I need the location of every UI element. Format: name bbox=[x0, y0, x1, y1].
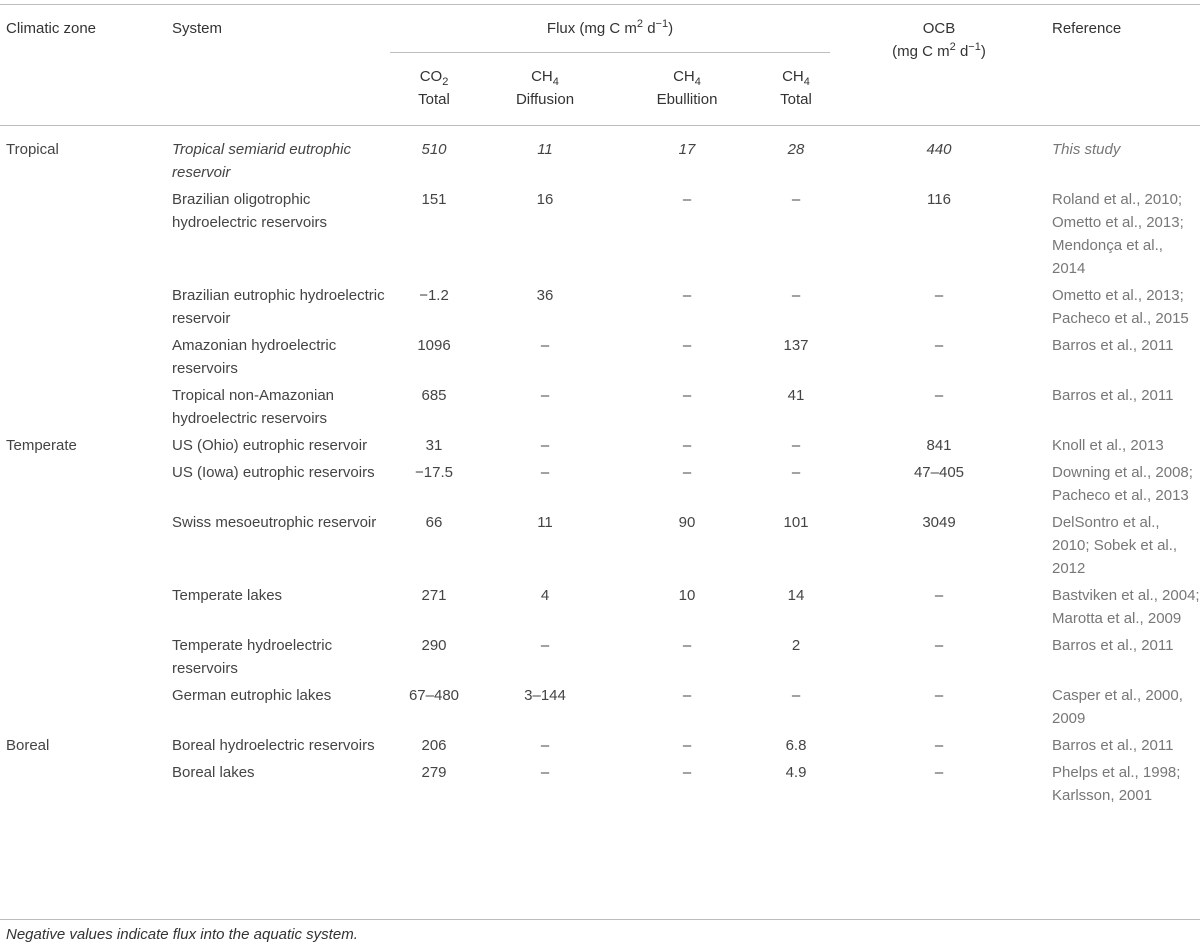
cell-ch4-total: – bbox=[791, 191, 801, 208]
header-flux-group-sup2: −1 bbox=[655, 18, 669, 30]
header-ch4-b-sub: 4 bbox=[694, 76, 701, 88]
cell-reference: Bastviken et al., 2004; Marotta et al., 2009 bbox=[1052, 587, 1200, 627]
table-row bbox=[0, 332, 1200, 382]
cell-ocb: 841 bbox=[926, 437, 952, 454]
cell-co2-total: 510 bbox=[421, 141, 447, 158]
header-ch4-c-label: Total bbox=[780, 91, 812, 108]
cell-reference: Barros et al., 2011 bbox=[1052, 637, 1174, 654]
cell-co2-total: 271 bbox=[421, 587, 447, 604]
cell-ch4-diffusion: 11 bbox=[537, 141, 553, 158]
cell-co2-total: 290 bbox=[421, 637, 447, 654]
cell-system: US (Ohio) eutrophic reservoir bbox=[172, 437, 368, 454]
cell-ch4-total: 137 bbox=[783, 337, 809, 354]
cell-reference: DelSontro et al., 2010; Sobek et al., 2012 bbox=[1052, 514, 1178, 577]
cell-reference: Roland et al., 2010; Ometto et al., 2013; Mendonça et al., 2014 bbox=[1052, 191, 1184, 277]
table-row bbox=[0, 509, 1200, 582]
header-co2-label: Total bbox=[418, 91, 450, 108]
cell-system: German eutrophic lakes bbox=[172, 687, 332, 704]
cell-co2-total: −1.2 bbox=[419, 287, 449, 304]
header-flux-group-close: ) bbox=[668, 20, 674, 37]
header-ch4-a-sub: 4 bbox=[552, 76, 559, 88]
cell-climatic-zone bbox=[0, 459, 172, 509]
cell-reference: Phelps et al., 1998; Karlsson, 2001 bbox=[1052, 764, 1181, 804]
cell-climatic-zone: Boreal bbox=[6, 737, 50, 754]
header-ocb-line2 bbox=[830, 40, 1048, 63]
header-climatic-zone: Climatic zone bbox=[6, 20, 97, 37]
header-ch4-b-label: Ebullition bbox=[656, 91, 718, 108]
cell-ch4-total: 28 bbox=[787, 141, 805, 158]
cell-system: Swiss mesoeutrophic reservoir bbox=[172, 514, 377, 531]
cell-ch4-diffusion: 4 bbox=[540, 587, 550, 604]
cell-ch4-diffusion: – bbox=[540, 387, 550, 404]
header-ocb-mid: d bbox=[955, 43, 969, 60]
cell-ch4-ebullition: 17 bbox=[678, 141, 696, 158]
table-row bbox=[0, 759, 1200, 809]
cell-ch4-ebullition: 90 bbox=[678, 514, 696, 531]
header-ch4-ebullition bbox=[612, 53, 762, 126]
cell-climatic-zone bbox=[0, 682, 172, 732]
cell-ch4-diffusion: – bbox=[540, 337, 550, 354]
footnote: Negative values indicate flux into the aquatic system. bbox=[6, 926, 358, 943]
cell-co2-total: 151 bbox=[421, 191, 447, 208]
cell-climatic-zone bbox=[0, 382, 172, 432]
cell-ocb: – bbox=[934, 737, 944, 754]
cell-ch4-ebullition: – bbox=[682, 437, 692, 454]
cell-reference: Ometto et al., 2013; Pacheco et al., 2015 bbox=[1052, 287, 1189, 327]
header-ocb-sup2: −1 bbox=[968, 41, 981, 53]
cell-ch4-diffusion: – bbox=[540, 737, 550, 754]
cell-climatic-zone: Tropical bbox=[6, 141, 59, 158]
table-row bbox=[0, 126, 1200, 187]
cell-climatic-zone bbox=[0, 332, 172, 382]
cell-system: Temperate lakes bbox=[172, 587, 283, 604]
cell-ch4-ebullition: – bbox=[682, 191, 692, 208]
cell-ocb: – bbox=[934, 337, 944, 354]
cell-ch4-ebullition: – bbox=[682, 764, 692, 781]
cell-ch4-diffusion: 36 bbox=[536, 287, 554, 304]
cell-ch4-ebullition: – bbox=[682, 387, 692, 404]
cell-reference: Knoll et al., 2013 bbox=[1052, 437, 1164, 454]
cell-ocb: – bbox=[934, 387, 944, 404]
cell-ocb: – bbox=[934, 764, 944, 781]
cell-system: Tropical semiarid eutrophic reservoir bbox=[172, 141, 351, 181]
table-row bbox=[0, 282, 1200, 332]
cell-ch4-total: 41 bbox=[787, 387, 805, 404]
cell-co2-total: 67–480 bbox=[408, 687, 460, 704]
cell-ch4-diffusion: – bbox=[540, 437, 550, 454]
flux-table bbox=[0, 4, 1200, 809]
cell-system: Brazilian oligotrophic hydroelectric reservoirs bbox=[172, 191, 328, 231]
header-ch4-a: CH bbox=[531, 68, 553, 85]
cell-ocb: 116 bbox=[927, 191, 951, 208]
cell-ch4-total: – bbox=[791, 687, 801, 704]
header-ocb bbox=[830, 5, 1048, 126]
header-reference: Reference bbox=[1052, 20, 1122, 37]
cell-ch4-diffusion: – bbox=[540, 637, 550, 654]
cell-ocb: – bbox=[934, 687, 944, 704]
cell-ch4-total: 101 bbox=[783, 514, 809, 531]
table-row bbox=[0, 732, 1200, 759]
header-co2-total bbox=[390, 53, 478, 126]
cell-reference: This study bbox=[1052, 141, 1121, 158]
cell-system: Amazonian hydroelectric reservoirs bbox=[172, 337, 337, 377]
cell-ch4-ebullition: – bbox=[682, 464, 692, 481]
cell-ch4-ebullition: – bbox=[682, 337, 692, 354]
cell-ch4-diffusion: – bbox=[540, 464, 550, 481]
cell-climatic-zone bbox=[0, 632, 172, 682]
header-flux-group-tail: d bbox=[643, 20, 656, 37]
table-row bbox=[0, 432, 1200, 459]
cell-co2-total: 1096 bbox=[417, 337, 451, 354]
cell-ch4-total: 14 bbox=[787, 587, 805, 604]
bottom-rule bbox=[0, 919, 1200, 920]
table-row bbox=[0, 582, 1200, 632]
cell-co2-total: 31 bbox=[425, 437, 443, 454]
cell-ch4-total: 4.9 bbox=[785, 764, 807, 781]
cell-co2-total: 206 bbox=[421, 737, 447, 754]
header-ch4-total bbox=[762, 53, 830, 126]
cell-system: Boreal hydroelectric reservoirs bbox=[172, 737, 375, 754]
table-row bbox=[0, 186, 1200, 282]
cell-climatic-zone: Temperate bbox=[6, 437, 77, 454]
cell-ch4-diffusion: 3–144 bbox=[524, 687, 566, 704]
cell-ocb: – bbox=[934, 287, 944, 304]
cell-ch4-total: – bbox=[791, 437, 801, 454]
header-row-1 bbox=[0, 5, 1200, 53]
header-co2: CO bbox=[419, 68, 443, 85]
header-system: System bbox=[172, 20, 223, 37]
cell-ocb: – bbox=[934, 637, 944, 654]
header-ocb-line1: OCB bbox=[922, 20, 956, 37]
header-ocb-sup: 2 bbox=[949, 41, 956, 53]
header-co2-sub: 2 bbox=[442, 76, 449, 88]
cell-ocb: – bbox=[934, 587, 944, 604]
header-flux-group bbox=[390, 5, 830, 53]
table-row bbox=[0, 682, 1200, 732]
header-ch4-c: CH bbox=[782, 68, 804, 85]
cell-ch4-ebullition: – bbox=[682, 637, 692, 654]
cell-ocb: 3049 bbox=[922, 514, 956, 531]
header-ch4-diffusion bbox=[478, 53, 612, 126]
cell-ch4-ebullition: – bbox=[682, 687, 692, 704]
header-flux-group-sup: 2 bbox=[636, 18, 644, 30]
cell-ch4-total: – bbox=[791, 287, 801, 304]
table-row bbox=[0, 382, 1200, 432]
cell-ch4-diffusion: – bbox=[540, 764, 550, 781]
cell-ch4-total: 2 bbox=[791, 637, 801, 654]
cell-reference: Barros et al., 2011 bbox=[1052, 337, 1174, 354]
cell-climatic-zone bbox=[0, 186, 172, 282]
cell-climatic-zone bbox=[0, 509, 172, 582]
cell-reference: Barros et al., 2011 bbox=[1052, 387, 1174, 404]
cell-ch4-ebullition: – bbox=[682, 287, 692, 304]
cell-reference: Barros et al., 2011 bbox=[1052, 737, 1174, 754]
cell-climatic-zone bbox=[0, 582, 172, 632]
cell-co2-total: 66 bbox=[425, 514, 443, 531]
cell-ch4-diffusion: 11 bbox=[537, 514, 553, 531]
header-ocb-close: ) bbox=[980, 43, 986, 60]
cell-co2-total: 685 bbox=[421, 387, 447, 404]
cell-reference: Downing et al., 2008; Pacheco et al., 2013 bbox=[1052, 464, 1193, 504]
cell-system: Brazilian eutrophic hydroelectric reservoir bbox=[172, 287, 385, 327]
cell-ocb: 440 bbox=[926, 141, 952, 158]
header-ocb-line2-text: (mg C m bbox=[892, 43, 950, 60]
cell-ch4-ebullition: – bbox=[682, 737, 692, 754]
table-row bbox=[0, 632, 1200, 682]
cell-ch4-total: – bbox=[791, 464, 801, 481]
header-flux-group-text: Flux (mg C m bbox=[546, 20, 637, 37]
cell-system: US (Iowa) eutrophic reservoirs bbox=[172, 464, 375, 481]
cell-ch4-diffusion: 16 bbox=[536, 191, 554, 208]
cell-co2-total: 279 bbox=[421, 764, 447, 781]
cell-co2-total: −17.5 bbox=[415, 464, 453, 481]
cell-reference: Casper et al., 2000, 2009 bbox=[1052, 687, 1183, 727]
cell-ch4-total: 6.8 bbox=[785, 737, 807, 754]
table-row bbox=[0, 459, 1200, 509]
table-body bbox=[0, 126, 1200, 810]
cell-system: Temperate hydroelectric reservoirs bbox=[172, 637, 333, 677]
header-ch4-b: CH bbox=[673, 68, 695, 85]
cell-system: Tropical non-Amazonian hydroelectric reservoirs bbox=[172, 387, 335, 427]
cell-system: Boreal lakes bbox=[172, 764, 255, 781]
cell-ch4-ebullition: 10 bbox=[678, 587, 696, 604]
cell-climatic-zone bbox=[0, 759, 172, 809]
cell-ocb: 47–405 bbox=[913, 464, 965, 481]
header-ch4-a-label: Diffusion bbox=[515, 91, 575, 108]
header-ch4-c-sub: 4 bbox=[803, 76, 810, 88]
cell-climatic-zone bbox=[0, 282, 172, 332]
